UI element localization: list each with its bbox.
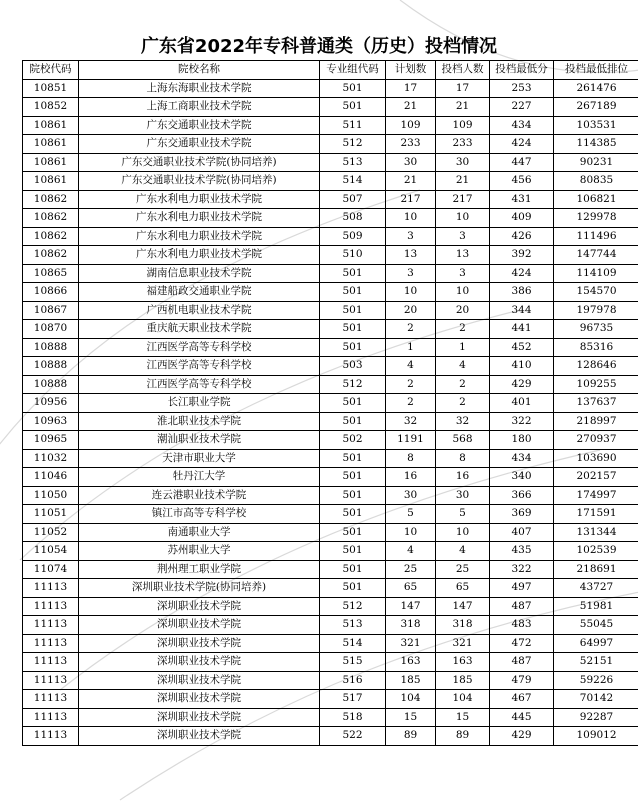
cell-school-name: 广东交通职业技术学院(协同培养) bbox=[79, 153, 320, 172]
cell-plan-count: 25 bbox=[386, 560, 436, 579]
table-row bbox=[23, 394, 638, 413]
cell-min-rank: 52151 bbox=[554, 653, 638, 672]
cell-school-name: 天津市职业大学 bbox=[79, 449, 320, 468]
cell-plan-count: 32 bbox=[386, 412, 436, 431]
cell-plan-count: 109 bbox=[386, 116, 436, 135]
cell-min-rank: 103690 bbox=[554, 449, 638, 468]
cell-school-code: 10867 bbox=[23, 301, 79, 320]
cell-school-name: 南通职业大学 bbox=[79, 523, 320, 542]
cell-admitted-count: 1 bbox=[436, 338, 490, 357]
cell-major-group-code: 516 bbox=[320, 671, 386, 690]
cell-major-group-code: 507 bbox=[320, 190, 386, 209]
cell-min-score: 434 bbox=[490, 449, 554, 468]
table-row bbox=[23, 412, 638, 431]
cell-plan-count: 104 bbox=[386, 690, 436, 709]
cell-school-code: 11050 bbox=[23, 486, 79, 505]
cell-school-code: 10956 bbox=[23, 394, 79, 413]
cell-admitted-count: 30 bbox=[436, 486, 490, 505]
cell-school-name: 深圳职业技术学院 bbox=[79, 727, 320, 746]
cell-admitted-count: 318 bbox=[436, 616, 490, 635]
cell-min-rank: 43727 bbox=[554, 579, 638, 598]
cell-min-score: 487 bbox=[490, 597, 554, 616]
cell-plan-count: 17 bbox=[386, 79, 436, 98]
cell-admitted-count: 2 bbox=[436, 394, 490, 413]
cell-plan-count: 321 bbox=[386, 634, 436, 653]
cell-school-code: 10888 bbox=[23, 357, 79, 376]
cell-school-name: 广东交通职业技术学院 bbox=[79, 135, 320, 154]
cell-school-name: 深圳职业技术学院 bbox=[79, 690, 320, 709]
cell-school-name: 苏州职业大学 bbox=[79, 542, 320, 561]
cell-school-code: 10862 bbox=[23, 209, 79, 228]
cell-major-group-code: 501 bbox=[320, 394, 386, 413]
cell-admitted-count: 30 bbox=[436, 153, 490, 172]
cell-plan-count: 1191 bbox=[386, 431, 436, 450]
cell-admitted-count: 163 bbox=[436, 653, 490, 672]
cell-school-code: 10965 bbox=[23, 431, 79, 450]
cell-school-code: 11074 bbox=[23, 560, 79, 579]
table-row bbox=[23, 468, 638, 487]
cell-major-group-code: 518 bbox=[320, 708, 386, 727]
table-row bbox=[23, 172, 638, 191]
cell-min-rank: 90231 bbox=[554, 153, 638, 172]
cell-plan-count: 16 bbox=[386, 468, 436, 487]
cell-min-score: 407 bbox=[490, 523, 554, 542]
cell-school-name: 深圳职业技术学院 bbox=[79, 708, 320, 727]
cell-admitted-count: 4 bbox=[436, 542, 490, 561]
cell-admitted-count: 15 bbox=[436, 708, 490, 727]
cell-admitted-count: 21 bbox=[436, 98, 490, 117]
cell-major-group-code: 509 bbox=[320, 227, 386, 246]
table-row bbox=[23, 690, 638, 709]
cell-min-score: 409 bbox=[490, 209, 554, 228]
cell-major-group-code: 501 bbox=[320, 542, 386, 561]
cell-major-group-code: 501 bbox=[320, 560, 386, 579]
cell-major-group-code: 517 bbox=[320, 690, 386, 709]
cell-min-rank: 114385 bbox=[554, 135, 638, 154]
cell-school-code: 10861 bbox=[23, 135, 79, 154]
cell-plan-count: 2 bbox=[386, 320, 436, 339]
cell-school-code: 11046 bbox=[23, 468, 79, 487]
cell-min-rank: 109012 bbox=[554, 727, 638, 746]
cell-major-group-code: 522 bbox=[320, 727, 386, 746]
cell-admitted-count: 321 bbox=[436, 634, 490, 653]
cell-school-name: 淮北职业技术学院 bbox=[79, 412, 320, 431]
cell-min-score: 253 bbox=[490, 79, 554, 98]
cell-school-name: 上海东海职业技术学院 bbox=[79, 79, 320, 98]
cell-min-rank: 261476 bbox=[554, 79, 638, 98]
cell-plan-count: 163 bbox=[386, 653, 436, 672]
cell-admitted-count: 10 bbox=[436, 523, 490, 542]
cell-plan-count: 8 bbox=[386, 449, 436, 468]
cell-admitted-count: 2 bbox=[436, 375, 490, 394]
cell-min-score: 180 bbox=[490, 431, 554, 450]
cell-min-score: 322 bbox=[490, 412, 554, 431]
cell-major-group-code: 501 bbox=[320, 79, 386, 98]
cell-school-name: 广西机电职业技术学院 bbox=[79, 301, 320, 320]
table-row bbox=[23, 579, 638, 598]
admission-table bbox=[22, 60, 638, 746]
table-row bbox=[23, 727, 638, 746]
cell-school-code: 10866 bbox=[23, 283, 79, 302]
cell-plan-count: 10 bbox=[386, 283, 436, 302]
cell-min-rank: 197978 bbox=[554, 301, 638, 320]
cell-min-score: 479 bbox=[490, 671, 554, 690]
cell-school-name: 江西医学高等专科学校 bbox=[79, 357, 320, 376]
cell-plan-count: 3 bbox=[386, 227, 436, 246]
table-row bbox=[23, 375, 638, 394]
cell-plan-count: 10 bbox=[386, 523, 436, 542]
cell-min-rank: 106821 bbox=[554, 190, 638, 209]
cell-min-score: 227 bbox=[490, 98, 554, 117]
cell-plan-count: 4 bbox=[386, 357, 436, 376]
cell-plan-count: 1 bbox=[386, 338, 436, 357]
cell-min-score: 445 bbox=[490, 708, 554, 727]
table-row bbox=[23, 634, 638, 653]
cell-school-code: 11052 bbox=[23, 523, 79, 542]
cell-min-rank: 70142 bbox=[554, 690, 638, 709]
cell-min-rank: 85316 bbox=[554, 338, 638, 357]
cell-plan-count: 65 bbox=[386, 579, 436, 598]
cell-min-rank: 59226 bbox=[554, 671, 638, 690]
cell-min-rank: 174997 bbox=[554, 486, 638, 505]
cell-admitted-count: 20 bbox=[436, 301, 490, 320]
cell-admitted-count: 568 bbox=[436, 431, 490, 450]
table-row bbox=[23, 116, 638, 135]
cell-admitted-count: 4 bbox=[436, 357, 490, 376]
cell-min-rank: 80835 bbox=[554, 172, 638, 191]
cell-plan-count: 2 bbox=[386, 375, 436, 394]
cell-school-name: 广东水利电力职业技术学院 bbox=[79, 227, 320, 246]
cell-school-code: 11113 bbox=[23, 690, 79, 709]
page-title: 广东省2022年专科普通类（历史）投档情况 bbox=[140, 36, 498, 57]
header-admitted-count: 投档人数 bbox=[436, 61, 490, 80]
cell-plan-count: 147 bbox=[386, 597, 436, 616]
cell-min-rank: 128646 bbox=[554, 357, 638, 376]
header-school-code: 院校代码 bbox=[23, 61, 79, 80]
cell-min-score: 410 bbox=[490, 357, 554, 376]
header-major-group-code: 专业组代码 bbox=[320, 61, 386, 80]
header-min-rank: 投档最低排位 bbox=[554, 61, 638, 80]
cell-admitted-count: 8 bbox=[436, 449, 490, 468]
table-row bbox=[23, 357, 638, 376]
cell-min-score: 447 bbox=[490, 153, 554, 172]
cell-plan-count: 15 bbox=[386, 708, 436, 727]
cell-major-group-code: 501 bbox=[320, 449, 386, 468]
cell-school-code: 10862 bbox=[23, 227, 79, 246]
cell-min-rank: 64997 bbox=[554, 634, 638, 653]
table-row bbox=[23, 227, 638, 246]
table-row bbox=[23, 338, 638, 357]
cell-school-code: 11113 bbox=[23, 671, 79, 690]
table-row bbox=[23, 505, 638, 524]
table-row bbox=[23, 320, 638, 339]
cell-school-name: 牡丹江大学 bbox=[79, 468, 320, 487]
cell-plan-count: 30 bbox=[386, 153, 436, 172]
cell-major-group-code: 512 bbox=[320, 375, 386, 394]
cell-school-name: 深圳职业技术学院 bbox=[79, 597, 320, 616]
cell-admitted-count: 3 bbox=[436, 264, 490, 283]
cell-plan-count: 233 bbox=[386, 135, 436, 154]
table-row bbox=[23, 283, 638, 302]
cell-major-group-code: 511 bbox=[320, 116, 386, 135]
cell-school-name: 深圳职业技术学院 bbox=[79, 653, 320, 672]
cell-school-code: 10861 bbox=[23, 153, 79, 172]
cell-min-rank: 103531 bbox=[554, 116, 638, 135]
cell-min-rank: 147744 bbox=[554, 246, 638, 265]
cell-school-name: 深圳职业技术学院 bbox=[79, 671, 320, 690]
table-row bbox=[23, 190, 638, 209]
cell-school-code: 11054 bbox=[23, 542, 79, 561]
cell-plan-count: 10 bbox=[386, 209, 436, 228]
cell-min-score: 429 bbox=[490, 375, 554, 394]
header-min-score: 投档最低分 bbox=[490, 61, 554, 80]
cell-school-code: 10861 bbox=[23, 116, 79, 135]
cell-admitted-count: 13 bbox=[436, 246, 490, 265]
cell-min-score: 366 bbox=[490, 486, 554, 505]
cell-school-name: 广东水利电力职业技术学院 bbox=[79, 246, 320, 265]
table-row bbox=[23, 264, 638, 283]
cell-admitted-count: 233 bbox=[436, 135, 490, 154]
cell-admitted-count: 185 bbox=[436, 671, 490, 690]
cell-min-rank: 270937 bbox=[554, 431, 638, 450]
cell-major-group-code: 513 bbox=[320, 153, 386, 172]
cell-admitted-count: 109 bbox=[436, 116, 490, 135]
cell-school-name: 潮汕职业技术学院 bbox=[79, 431, 320, 450]
cell-min-score: 424 bbox=[490, 264, 554, 283]
cell-min-score: 401 bbox=[490, 394, 554, 413]
cell-major-group-code: 501 bbox=[320, 338, 386, 357]
cell-school-name: 镇江市高等专科学校 bbox=[79, 505, 320, 524]
header-school-name: 院校名称 bbox=[79, 61, 320, 80]
cell-school-name: 广东水利电力职业技术学院 bbox=[79, 190, 320, 209]
cell-min-rank: 92287 bbox=[554, 708, 638, 727]
table-row bbox=[23, 153, 638, 172]
cell-major-group-code: 501 bbox=[320, 486, 386, 505]
cell-min-rank: 218997 bbox=[554, 412, 638, 431]
cell-school-name: 深圳职业技术学院(协同培养) bbox=[79, 579, 320, 598]
cell-plan-count: 318 bbox=[386, 616, 436, 635]
cell-admitted-count: 10 bbox=[436, 209, 490, 228]
cell-major-group-code: 501 bbox=[320, 505, 386, 524]
cell-school-name: 广东交通职业技术学院(协同培养) bbox=[79, 172, 320, 191]
cell-major-group-code: 501 bbox=[320, 283, 386, 302]
table-row bbox=[23, 135, 638, 154]
cell-min-rank: 109255 bbox=[554, 375, 638, 394]
cell-min-score: 441 bbox=[490, 320, 554, 339]
table-row bbox=[23, 597, 638, 616]
cell-plan-count: 217 bbox=[386, 190, 436, 209]
cell-min-rank: 137637 bbox=[554, 394, 638, 413]
table-row bbox=[23, 560, 638, 579]
cell-min-score: 392 bbox=[490, 246, 554, 265]
cell-school-code: 11051 bbox=[23, 505, 79, 524]
cell-school-code: 11113 bbox=[23, 579, 79, 598]
cell-min-score: 424 bbox=[490, 135, 554, 154]
cell-admitted-count: 147 bbox=[436, 597, 490, 616]
cell-school-code: 11113 bbox=[23, 653, 79, 672]
cell-major-group-code: 501 bbox=[320, 412, 386, 431]
cell-school-name: 湖南信息职业技术学院 bbox=[79, 264, 320, 283]
table-row bbox=[23, 486, 638, 505]
cell-admitted-count: 5 bbox=[436, 505, 490, 524]
cell-min-rank: 202157 bbox=[554, 468, 638, 487]
table-row bbox=[23, 98, 638, 117]
cell-school-name: 上海工商职业技术学院 bbox=[79, 98, 320, 117]
table-row bbox=[23, 246, 638, 265]
cell-min-rank: 131344 bbox=[554, 523, 638, 542]
cell-plan-count: 89 bbox=[386, 727, 436, 746]
cell-admitted-count: 217 bbox=[436, 190, 490, 209]
cell-school-code: 10852 bbox=[23, 98, 79, 117]
cell-min-score: 497 bbox=[490, 579, 554, 598]
cell-admitted-count: 21 bbox=[436, 172, 490, 191]
cell-plan-count: 20 bbox=[386, 301, 436, 320]
cell-school-code: 11113 bbox=[23, 597, 79, 616]
cell-school-name: 深圳职业技术学院 bbox=[79, 616, 320, 635]
cell-min-rank: 171591 bbox=[554, 505, 638, 524]
cell-plan-count: 4 bbox=[386, 542, 436, 561]
cell-school-name: 广东交通职业技术学院 bbox=[79, 116, 320, 135]
cell-min-score: 452 bbox=[490, 338, 554, 357]
cell-major-group-code: 514 bbox=[320, 172, 386, 191]
cell-major-group-code: 508 bbox=[320, 209, 386, 228]
cell-min-score: 483 bbox=[490, 616, 554, 635]
cell-min-score: 434 bbox=[490, 116, 554, 135]
cell-plan-count: 3 bbox=[386, 264, 436, 283]
cell-min-score: 426 bbox=[490, 227, 554, 246]
table-row bbox=[23, 653, 638, 672]
cell-major-group-code: 501 bbox=[320, 523, 386, 542]
cell-admitted-count: 16 bbox=[436, 468, 490, 487]
cell-school-code: 11113 bbox=[23, 634, 79, 653]
cell-school-code: 10888 bbox=[23, 338, 79, 357]
cell-min-score: 456 bbox=[490, 172, 554, 191]
cell-min-score: 386 bbox=[490, 283, 554, 302]
cell-major-group-code: 512 bbox=[320, 597, 386, 616]
table-row bbox=[23, 301, 638, 320]
cell-major-group-code: 501 bbox=[320, 301, 386, 320]
cell-school-code: 11032 bbox=[23, 449, 79, 468]
cell-major-group-code: 501 bbox=[320, 98, 386, 117]
cell-school-name: 连云港职业技术学院 bbox=[79, 486, 320, 505]
cell-school-code: 10862 bbox=[23, 246, 79, 265]
cell-min-score: 429 bbox=[490, 727, 554, 746]
cell-min-score: 369 bbox=[490, 505, 554, 524]
cell-major-group-code: 515 bbox=[320, 653, 386, 672]
cell-min-score: 472 bbox=[490, 634, 554, 653]
cell-admitted-count: 32 bbox=[436, 412, 490, 431]
cell-admitted-count: 17 bbox=[436, 79, 490, 98]
table-row bbox=[23, 616, 638, 635]
cell-major-group-code: 501 bbox=[320, 320, 386, 339]
cell-school-code: 10861 bbox=[23, 172, 79, 191]
cell-major-group-code: 501 bbox=[320, 468, 386, 487]
cell-plan-count: 5 bbox=[386, 505, 436, 524]
cell-plan-count: 185 bbox=[386, 671, 436, 690]
cell-major-group-code: 514 bbox=[320, 634, 386, 653]
cell-admitted-count: 89 bbox=[436, 727, 490, 746]
table-row bbox=[23, 209, 638, 228]
cell-school-code: 10862 bbox=[23, 190, 79, 209]
cell-plan-count: 21 bbox=[386, 172, 436, 191]
cell-min-rank: 129978 bbox=[554, 209, 638, 228]
cell-school-code: 10888 bbox=[23, 375, 79, 394]
cell-admitted-count: 25 bbox=[436, 560, 490, 579]
cell-major-group-code: 503 bbox=[320, 357, 386, 376]
cell-school-code: 10851 bbox=[23, 79, 79, 98]
cell-min-rank: 154570 bbox=[554, 283, 638, 302]
cell-school-name: 广东水利电力职业技术学院 bbox=[79, 209, 320, 228]
cell-min-rank: 111496 bbox=[554, 227, 638, 246]
cell-major-group-code: 501 bbox=[320, 264, 386, 283]
cell-min-score: 431 bbox=[490, 190, 554, 209]
cell-major-group-code: 501 bbox=[320, 579, 386, 598]
cell-admitted-count: 65 bbox=[436, 579, 490, 598]
cell-school-code: 11113 bbox=[23, 708, 79, 727]
cell-min-rank: 51981 bbox=[554, 597, 638, 616]
cell-min-rank: 96735 bbox=[554, 320, 638, 339]
table-row bbox=[23, 523, 638, 542]
cell-school-name: 深圳职业技术学院 bbox=[79, 634, 320, 653]
table-row bbox=[23, 79, 638, 98]
cell-school-name: 荆州理工职业学院 bbox=[79, 560, 320, 579]
table-row bbox=[23, 542, 638, 561]
cell-admitted-count: 104 bbox=[436, 690, 490, 709]
cell-min-score: 487 bbox=[490, 653, 554, 672]
table-header-row bbox=[23, 61, 638, 80]
table-row bbox=[23, 449, 638, 468]
cell-min-score: 435 bbox=[490, 542, 554, 561]
cell-school-code: 10963 bbox=[23, 412, 79, 431]
cell-admitted-count: 3 bbox=[436, 227, 490, 246]
cell-school-code: 10865 bbox=[23, 264, 79, 283]
cell-major-group-code: 502 bbox=[320, 431, 386, 450]
cell-school-code: 11113 bbox=[23, 727, 79, 746]
cell-min-rank: 55045 bbox=[554, 616, 638, 635]
cell-min-rank: 114109 bbox=[554, 264, 638, 283]
cell-admitted-count: 10 bbox=[436, 283, 490, 302]
cell-min-score: 467 bbox=[490, 690, 554, 709]
cell-school-code: 11113 bbox=[23, 616, 79, 635]
cell-school-name: 江西医学高等专科学校 bbox=[79, 375, 320, 394]
cell-min-score: 322 bbox=[490, 560, 554, 579]
cell-major-group-code: 512 bbox=[320, 135, 386, 154]
cell-school-name: 江西医学高等专科学校 bbox=[79, 338, 320, 357]
cell-major-group-code: 510 bbox=[320, 246, 386, 265]
cell-plan-count: 13 bbox=[386, 246, 436, 265]
cell-school-name: 长江职业学院 bbox=[79, 394, 320, 413]
cell-school-name: 重庆航天职业技术学院 bbox=[79, 320, 320, 339]
cell-min-rank: 267189 bbox=[554, 98, 638, 117]
cell-plan-count: 30 bbox=[386, 486, 436, 505]
header-plan-count: 计划数 bbox=[386, 61, 436, 80]
table-row bbox=[23, 708, 638, 727]
cell-major-group-code: 513 bbox=[320, 616, 386, 635]
cell-min-rank: 218691 bbox=[554, 560, 638, 579]
cell-min-score: 344 bbox=[490, 301, 554, 320]
table-row bbox=[23, 431, 638, 450]
cell-school-name: 福建船政交通职业学院 bbox=[79, 283, 320, 302]
cell-school-code: 10870 bbox=[23, 320, 79, 339]
table-row bbox=[23, 671, 638, 690]
cell-plan-count: 2 bbox=[386, 394, 436, 413]
cell-min-rank: 102539 bbox=[554, 542, 638, 561]
cell-plan-count: 21 bbox=[386, 98, 436, 117]
cell-min-score: 340 bbox=[490, 468, 554, 487]
cell-admitted-count: 2 bbox=[436, 320, 490, 339]
